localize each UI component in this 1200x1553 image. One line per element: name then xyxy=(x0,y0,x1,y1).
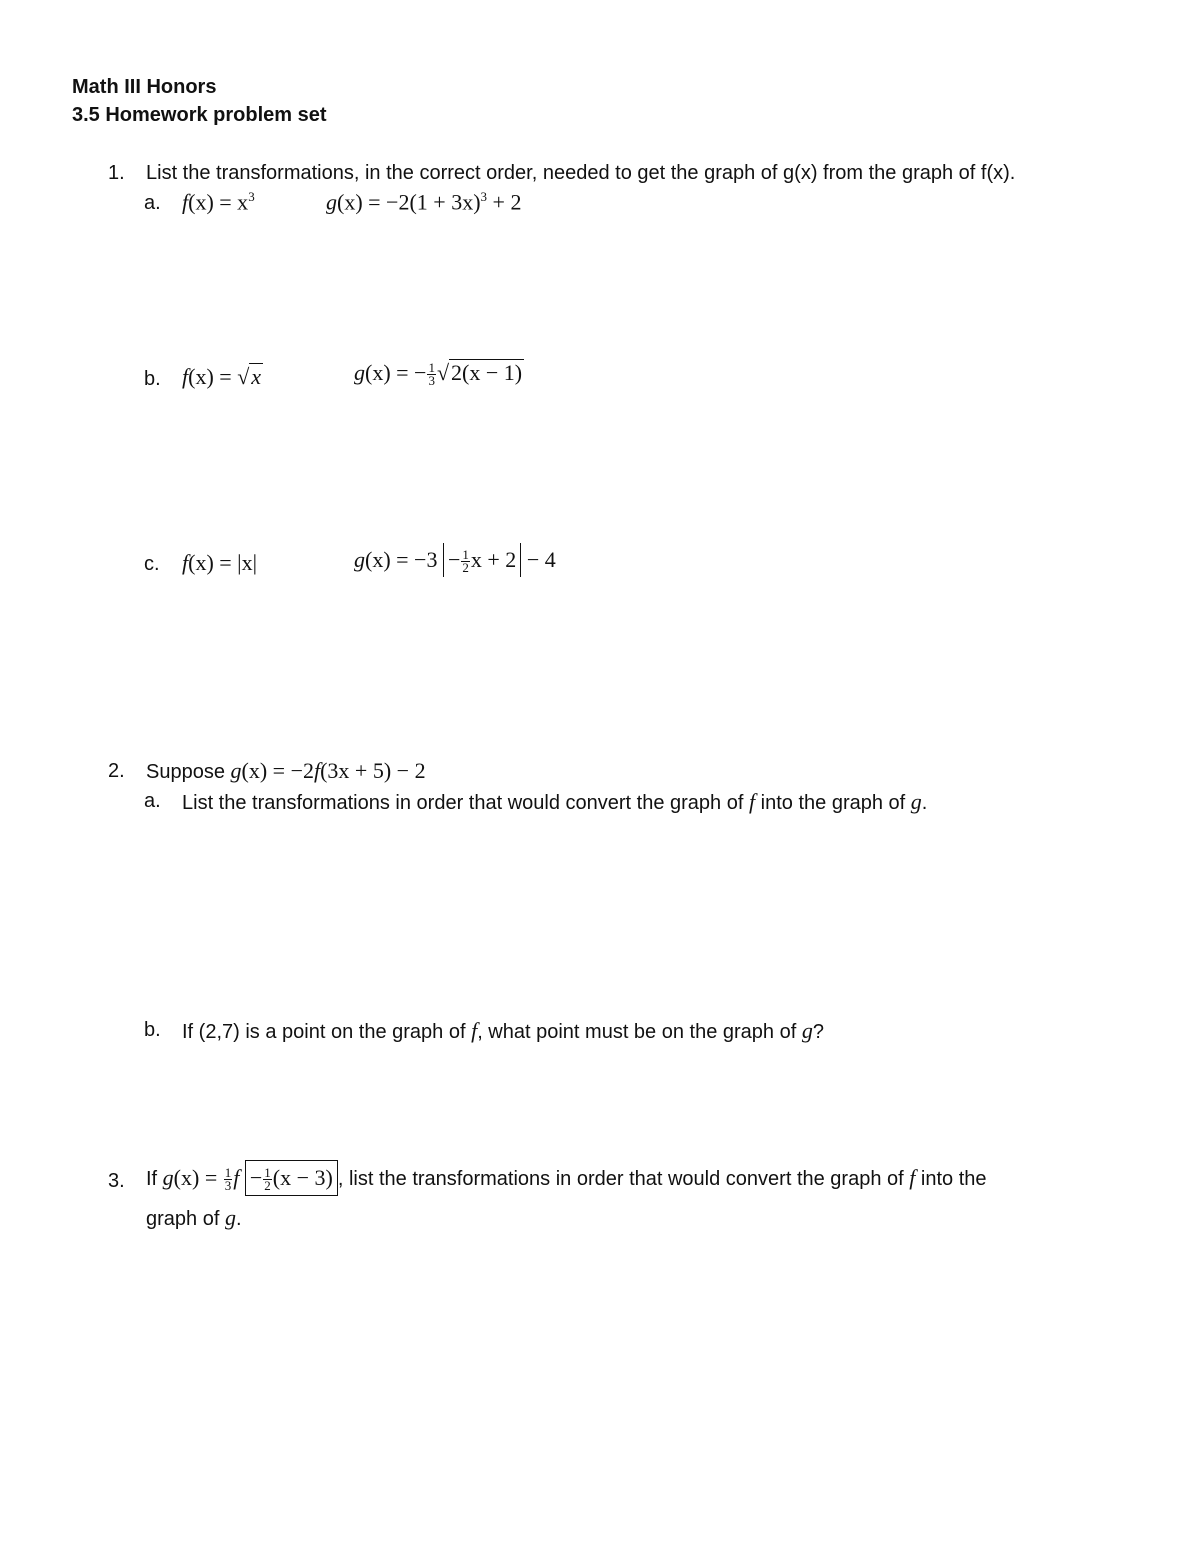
fraction: $\frac{1}{3}$ xyxy=(224,1165,232,1194)
q1b-label: b. xyxy=(144,368,161,390)
q2b-label: b. xyxy=(144,1019,161,1041)
bracket-group: − $\frac{1}{2}$ (x − 3) xyxy=(245,1160,338,1196)
assignment-title: 3.5 Homework problem set xyxy=(72,104,327,126)
q2b-text: If (2,7) is a point on the graph of f, what point must be on the graph of g? xyxy=(182,1018,824,1043)
q1c-f-equation: f(x) = |x| xyxy=(182,550,257,575)
absolute-value: − $\frac{1}{2}$ x + 2 xyxy=(443,543,521,577)
radical-sign: √ xyxy=(237,364,250,389)
q1b-f-equation: f(x) = √x xyxy=(182,364,262,389)
q2a-label: a. xyxy=(144,790,161,812)
q2a-text: List the transformations in order that would convert the graph of f into the graph of g. xyxy=(182,789,928,814)
fraction: $\frac{1}{3}$ xyxy=(428,360,435,389)
q1c-g-equation: g(x) = −3 − $\frac{1}{2}$ x + 2 − 4 xyxy=(354,543,556,577)
q3-number: 3. xyxy=(108,1170,125,1192)
q1-prompt: List the transformations, in the correct order, needed to get the graph of g(x) from the graph of f(x). xyxy=(146,162,1016,184)
course-title: Math III Honors xyxy=(72,76,217,98)
q1c-label: c. xyxy=(144,553,160,575)
q1-number: 1. xyxy=(108,162,125,184)
radical-sign: √ xyxy=(436,360,450,385)
q3-line1: If g(x) = $\frac{1}{3}$ f − $\frac{1}{2}$ (x − 3) , list the transformations in order that would convert the graph of f into the xyxy=(146,1160,987,1196)
q2-intro: Suppose g(x) = −2f(3x + 5) − 2 xyxy=(146,758,426,783)
q1a-g-equation: $g(x) = -2(1 + 3x)^3 + 2$ xyxy=(326,189,522,215)
q1a-label: a. xyxy=(144,192,161,214)
q1b-g-equation: g(x) = − $\frac{1}{3}$ √2(x − 1) xyxy=(354,360,523,389)
q3-line2: graph of g. xyxy=(146,1205,242,1230)
q2-number: 2. xyxy=(108,760,125,782)
q1a-f-equation: $f(x) = x^3$ xyxy=(182,189,255,215)
